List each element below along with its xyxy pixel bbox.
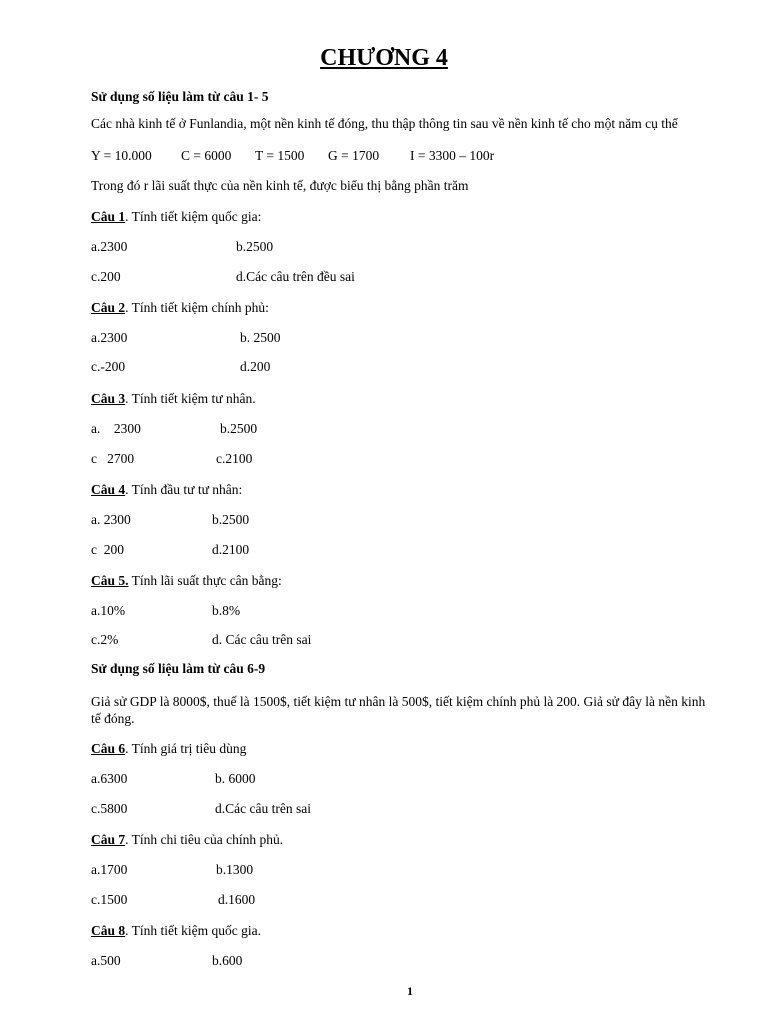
question-label: Câu 4 [91,482,126,497]
question-label: Câu 5. [91,573,129,588]
section-heading-1: Sử dụng số liệu làm từ câu 1- 5 [91,89,269,104]
q1-option-d: d.Các câu trên đều sai [236,269,355,284]
page-number: 1 [407,984,413,998]
equation-g: G = 1700 [328,148,380,163]
section-intro-1: Các nhà kinh tế ở Funlandia, một nền kinh tế đóng, thu thập thông tin sau về nền kinh tế cho một năm cụ thể [91,116,678,131]
q8-option-a: a.500 [91,953,121,968]
q7-option-b: b.1300 [216,862,254,877]
question-text: . Tính giá trị tiêu dùng [125,741,247,756]
question-8 [91,924,261,938]
section-heading-2: Sử dụng số liệu làm từ câu 6-9 [91,661,266,676]
question-label: Câu 6 [91,741,126,756]
q5-option-c: c.2% [91,632,119,647]
question-label: Câu 2 [91,300,126,315]
section-intro-2: Giả sử GDP là 8000$, thuế là 1500$, tiết kiệm tư nhân là 500$, tiết kiệm chính phủ là 200. Giả sử đây là nền kinh tế đóng. [91,694,706,726]
equation-t: T = 1500 [255,148,305,163]
question-6 [91,742,246,756]
question-label: Câu 8 [91,923,126,938]
q6-option-a: a.6300 [91,771,128,786]
question-label: Câu 7 [91,832,126,847]
q1-option-a: a.2300 [91,239,128,254]
question-label: Câu 3 [91,391,126,406]
question-text: . Tính tiết kiệm quốc gia. [125,923,261,938]
q6-option-b: b. 6000 [215,771,256,786]
q2-option-c: c.-200 [91,359,126,374]
question-2 [91,301,269,315]
question-text: . Tính đầu tư tư nhân: [125,482,243,497]
question-text: . Tính tiết kiệm chính phủ: [125,300,269,315]
q3-option-a: a. 2300 [91,421,141,436]
question-text: . Tính tiết kiệm tư nhân. [125,391,256,406]
q6-option-c: c.5800 [91,801,128,816]
q7-option-c: c.1500 [91,892,128,907]
q1-option-c: c.200 [91,269,121,284]
q8-option-b: b.600 [212,953,243,968]
q3-option-d: c.2100 [216,451,253,466]
section-note-1: Trong đó r lãi suất thực của nền kinh tế, được biểu thị bằng phần trăm [91,178,469,193]
q2-option-a: a.2300 [91,330,128,345]
page-title: CHƯƠNG 4 [320,45,448,71]
q4-option-b: b.2500 [212,512,250,527]
q1-option-b: b.2500 [236,239,274,254]
q7-option-d: d.1600 [218,892,256,907]
q2-option-b: b. 2500 [240,330,281,345]
question-text: . Tính tiết kiệm quốc gia: [125,209,262,224]
question-text: . Tính chi tiêu của chính phủ. [125,832,284,847]
question-1 [91,210,261,224]
q5-option-d: d. Các câu trên sai [212,632,312,647]
equation-i: I = 3300 – 100r [410,148,495,163]
q5-option-b: b.8% [212,603,241,618]
question-label: Câu 1 [91,209,126,224]
q4-option-a: a. 2300 [91,512,131,527]
q7-option-a: a.1700 [91,862,128,877]
q6-option-d: d.Các câu trên sai [215,801,311,816]
q3-option-b: b.2500 [220,421,258,436]
equation-c: C = 6000 [181,148,232,163]
q2-option-d: d.200 [240,359,271,374]
q5-option-a: a.10% [91,603,126,618]
question-text: Tính lãi suất thực cân bằng: [128,573,282,588]
question-7 [91,833,283,847]
question-3 [91,392,256,406]
question-5 [91,574,282,588]
q4-option-c: c 200 [91,542,124,557]
q3-option-c: c 2700 [91,451,135,466]
q4-option-d: d.2100 [212,542,250,557]
question-4 [91,483,242,497]
equation-y: Y = 10.000 [91,148,152,163]
